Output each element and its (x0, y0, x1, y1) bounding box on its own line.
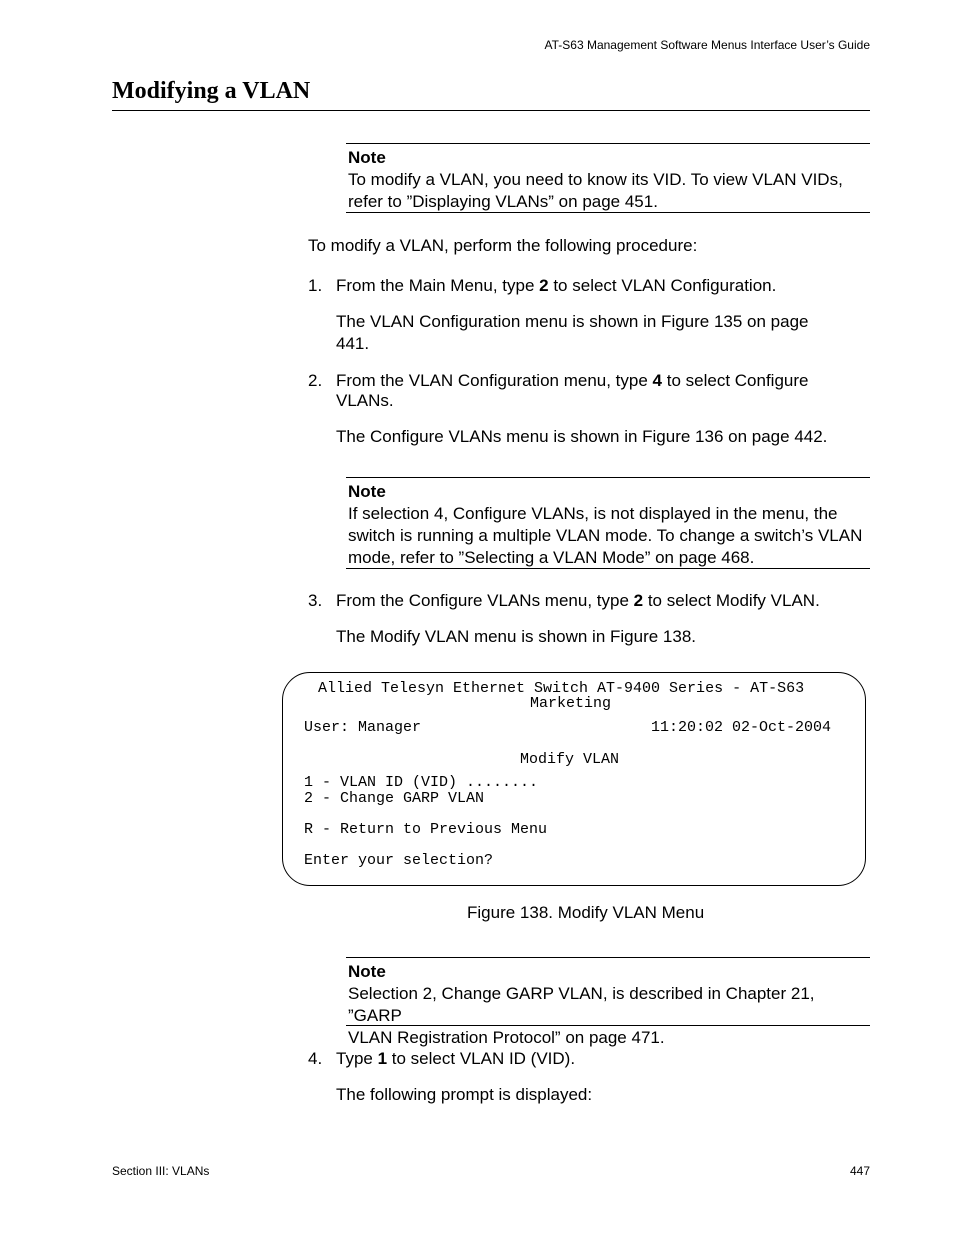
note-text-line: If selection 4, Configure VLANs, is not displayed in the menu, the (348, 504, 838, 523)
step-result: The Configure VLANs menu is shown in Figure 136 on page 442. (336, 427, 828, 446)
title-rule (112, 110, 870, 111)
step-text: Type 1 to select VLAN ID (VID). (336, 1049, 576, 1068)
console-user: User: Manager (304, 719, 422, 736)
step-number: 1. (308, 276, 323, 295)
console-menu-title: Modify VLAN (520, 751, 620, 768)
note-text-line: Selection 2, Change GARP VLAN, is described in Chapter 21, ”GARP (348, 984, 815, 1025)
footer-page-number: 447 (849, 1164, 870, 1178)
section-title: Modifying a VLAN (112, 78, 311, 104)
console-menu-item: 2 - Change GARP VLAN (304, 790, 485, 807)
step-text: From the VLAN Configuration menu, type 4 to select Configure VLANs. (336, 371, 809, 410)
note-vid (346, 143, 870, 213)
step-number: 2. (308, 371, 323, 390)
note-text-line: VLAN Registration Protocol” on page 471. (348, 1028, 665, 1047)
step-result: The following prompt is displayed: (336, 1085, 593, 1104)
console-banner: Allied Telesyn Ethernet Switch AT-9400 Series - AT-S63 (318, 680, 805, 697)
step-number: 3. (308, 591, 323, 610)
console-menu-item: R - Return to Previous Menu (304, 821, 548, 838)
step-text: From the Configure VLANs menu, type 2 to select Modify VLAN. (336, 591, 820, 610)
note-text-line: refer to ”Displaying VLANs” on page 451. (348, 192, 658, 211)
note-text-line: To modify a VLAN, you need to know its VID. To view VLAN VIDs, (348, 170, 843, 189)
figure-caption: Figure 138. Modify VLAN Menu (467, 903, 705, 922)
key-value: 2 (539, 276, 549, 295)
key-value: 1 (377, 1049, 388, 1068)
note-vlan-mode (346, 477, 870, 569)
intro-text: To modify a VLAN, perform the following procedure: (308, 236, 698, 255)
key-value: 2 (633, 591, 644, 610)
step-number: 4. (308, 1049, 323, 1068)
note-label: Note (348, 962, 386, 981)
console-datetime: 11:20:02 02-Oct-2004 (651, 719, 832, 736)
key-value: 4 (652, 371, 663, 390)
note-label: Note (348, 482, 386, 501)
step-result: The VLAN Configuration menu is shown in Figure 135 on page 441. (336, 312, 809, 353)
footer-section: Section III: VLANs (112, 1164, 210, 1178)
note-text-line: mode, refer to ”Selecting a VLAN Mode” on page 468. (348, 548, 755, 567)
note-text-line: switch is running a multiple VLAN mode. To change a switch’s VLAN (348, 526, 863, 545)
console-menu-item: 1 - VLAN ID (VID) ........ (304, 774, 539, 791)
note-label: Note (348, 148, 386, 167)
running-header: AT-S63 Management Software Menus Interface User’s Guide (544, 38, 870, 52)
step-result: The Modify VLAN menu is shown in Figure 138. (336, 627, 697, 646)
console-location: Marketing (530, 695, 612, 712)
console-prompt: Enter your selection? (304, 852, 494, 869)
step-text: From the Main Menu, type 2 to select VLAN Configuration. (336, 276, 777, 295)
note-garp (346, 957, 870, 1047)
